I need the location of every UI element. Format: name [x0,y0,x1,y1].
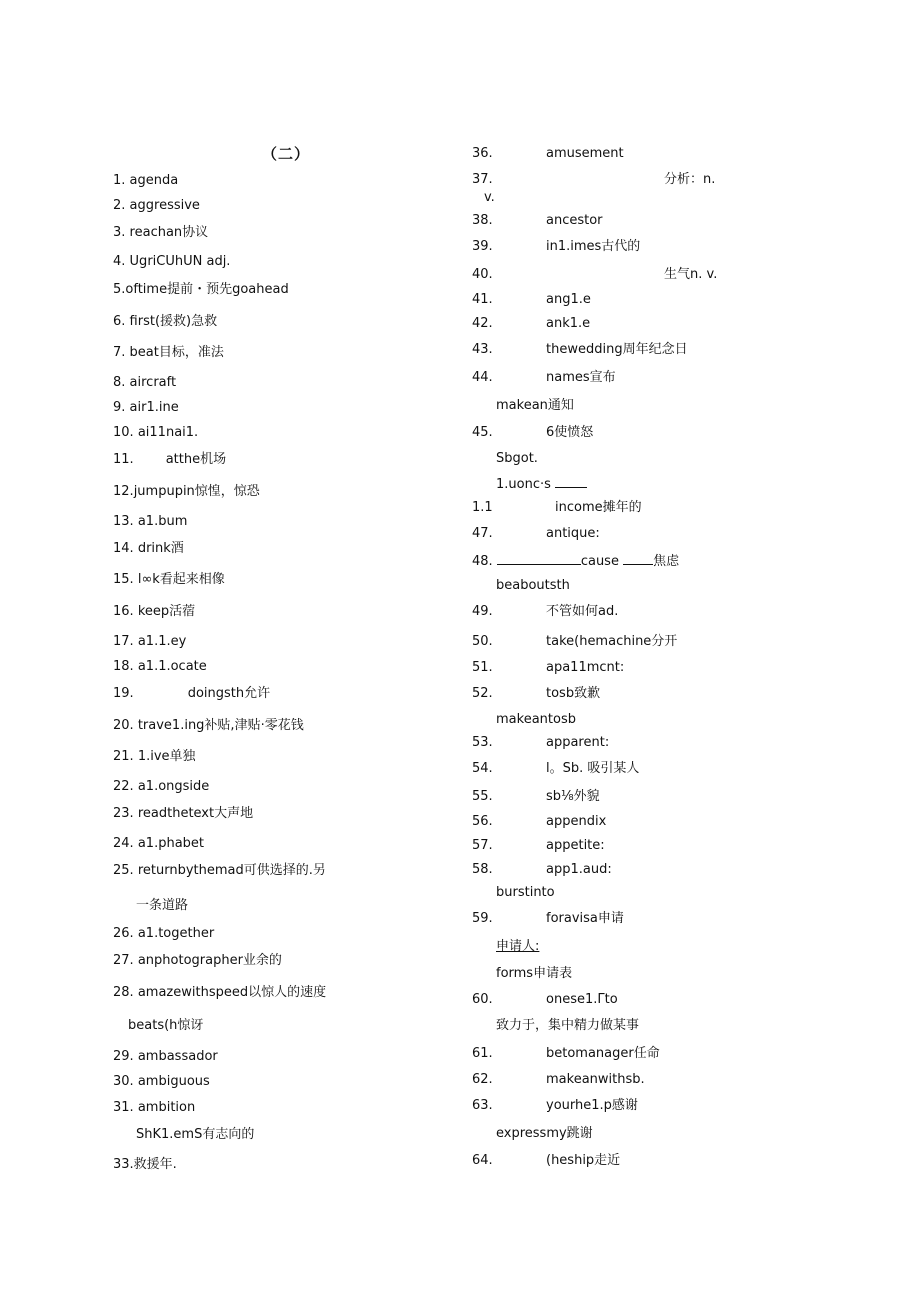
list-item: 48. cause 焦虑 [472,551,679,571]
list-item-number: 53. [472,735,493,750]
list-item-number: 61. [472,1046,493,1061]
list-item-continuation: makeantosb [496,712,576,727]
answer-blank [497,551,581,565]
list-item-text: antique: [546,526,600,541]
list-item-number: 44. [472,370,493,385]
list-item-number: 57. [472,838,493,853]
list-item: 6. first(援救)急救 [113,314,218,329]
list-item-text: thewedding周年纪念日 [546,342,688,357]
list-item-text: foravisa申请 [546,911,624,926]
list-item-number: 42. [472,316,493,331]
list-item-text: (heship走近 [546,1153,621,1168]
list-item-number: 51. [472,660,493,675]
list-item-text: onese1.Γto [546,992,618,1007]
list-item: 14. drink酒 [113,541,184,556]
list-item: 20. trave1.ing补贴,津贴·零花钱 [113,718,304,733]
answer-blank [623,551,653,565]
list-item-continuation: beaboutsth [496,578,570,593]
list-item-text: income摊年的 [555,500,642,515]
list-item-text: 生气n. v. [664,267,718,282]
list-item-text: ank1.e [546,316,591,331]
list-item-number: 58. [472,862,493,877]
list-item: 1. agenda [113,173,179,188]
list-item-continuation: 申请人: [496,939,540,954]
list-item: 16. keep活蓿 [113,604,196,619]
list-item-text: tosb致歉 [546,686,601,701]
list-item-text: betomanager任命 [546,1046,660,1061]
list-item: 17. a1.1.ey [113,634,187,649]
list-item: 12.jumpupin惊惶，惊恐 [113,484,260,499]
list-item-text: amusement [546,146,624,161]
list-item-text: ang1.e [546,292,591,307]
list-item-number: 37. [472,172,493,187]
list-item-number: 41. [472,292,493,307]
list-item: 18. a1.1.ocate [113,659,207,674]
list-item: 8. aircraft [113,375,177,390]
list-item: 13. a1.bum [113,514,188,529]
list-item-continuation: expressmy跳谢 [496,1126,593,1141]
list-item-continuation: burstinto [496,885,555,900]
list-item-continuation: v. [484,190,495,205]
list-item-number: 49. [472,604,493,619]
list-item: 9. air1.ine [113,400,179,415]
list-item: 23. readthetext大声地 [113,806,254,821]
list-item-text: yourhe1.p感谢 [546,1098,638,1113]
list-item: 24. a1.phabet [113,836,205,851]
list-item-text: apparent: [546,735,610,750]
list-item-number: 43. [472,342,493,357]
list-item-text: ancestor [546,213,603,228]
list-item-text: names宣布 [546,370,616,385]
list-item: 25. returnbythemad可供选择的.另 [113,863,326,878]
list-item-text: appetite: [546,838,605,853]
list-item-number: 39. [472,239,493,254]
list-item: 3. reachan协议 [113,225,209,240]
list-item-number: 60. [472,992,493,1007]
list-item: 22. a1.ongside [113,779,210,794]
list-item: 21. 1.ive单独 [113,749,196,764]
list-item-number: 56. [472,814,493,829]
list-item-continuation: ShK1.emS有志向的 [136,1127,255,1142]
list-item: 2. aggressive [113,198,200,213]
list-item-number: 62. [472,1072,493,1087]
list-item-continuation: 一条道路 [136,898,189,913]
list-item-text: makeanwithsb. [546,1072,645,1087]
list-item-text: take(hemachine分开 [546,634,678,649]
list-item: 7. beat目标，准法 [113,345,224,360]
list-item: 15. l∞k看起来相像 [113,572,225,587]
list-item: 29. ambassador [113,1049,218,1064]
list-item: 33.救援年. [113,1157,177,1171]
list-item-text: 分析：n. [664,172,716,187]
list-item: 30. ambiguous [113,1074,210,1089]
list-item: 26. a1.together [113,926,215,941]
list-item-number: 55. [472,789,493,804]
list-item-number: 63. [472,1098,493,1113]
list-item-text: appendix [546,814,607,829]
list-item-number: 59. [472,911,493,926]
list-item: 11. atthe机场 [113,452,227,467]
list-item-text: app1.aud: [546,862,612,877]
list-item-number: 50. [472,634,493,649]
list-item-number: 36. [472,146,493,161]
list-item-number: 45. [472,425,493,440]
list-item-text: apa11mcnt: [546,660,625,675]
section-title: （二） [262,145,311,163]
list-item-number: 47. [472,526,493,541]
list-item-continuation: forms申请表 [496,966,573,981]
list-item: 10. ai11nai1. [113,425,199,440]
list-item-text: in1.imes古代的 [546,239,641,254]
list-item: 28. amazewithspeed以惊人的速度 [113,985,327,1000]
list-item-number: 40. [472,267,493,282]
list-item-continuation: 1.uonc·s [496,474,587,494]
list-item: 27. anphotographer业余的 [113,953,282,968]
list-item: 31. ambition [113,1100,196,1115]
list-item: 5.oftime提前・预先goahead [113,282,289,297]
list-item-number: 38. [472,213,493,228]
list-item-text: l。Sb. 吸引某人 [546,761,640,776]
list-item-text: 6使愤怒 [546,425,594,440]
list-item-continuation: beats(h惊讶 [128,1018,204,1033]
list-item: 19. doingsth允许 [113,686,271,701]
list-item-continuation: makean通知 [496,398,574,413]
list-item-text: sb⅛外貌 [546,789,600,804]
list-item-text: 不管如何ad. [546,604,619,619]
list-item-number: 52. [472,686,493,701]
list-item-number: 1.1 [472,500,493,515]
answer-blank [555,474,587,488]
list-item-continuation: Sbgot. [496,451,538,466]
list-item-number: 54. [472,761,493,776]
list-item-number: 64. [472,1153,493,1168]
list-item-continuation: 致力于，集中精力做某事 [496,1018,640,1033]
list-item: 4. UgriCUhUN adj. [113,254,231,269]
